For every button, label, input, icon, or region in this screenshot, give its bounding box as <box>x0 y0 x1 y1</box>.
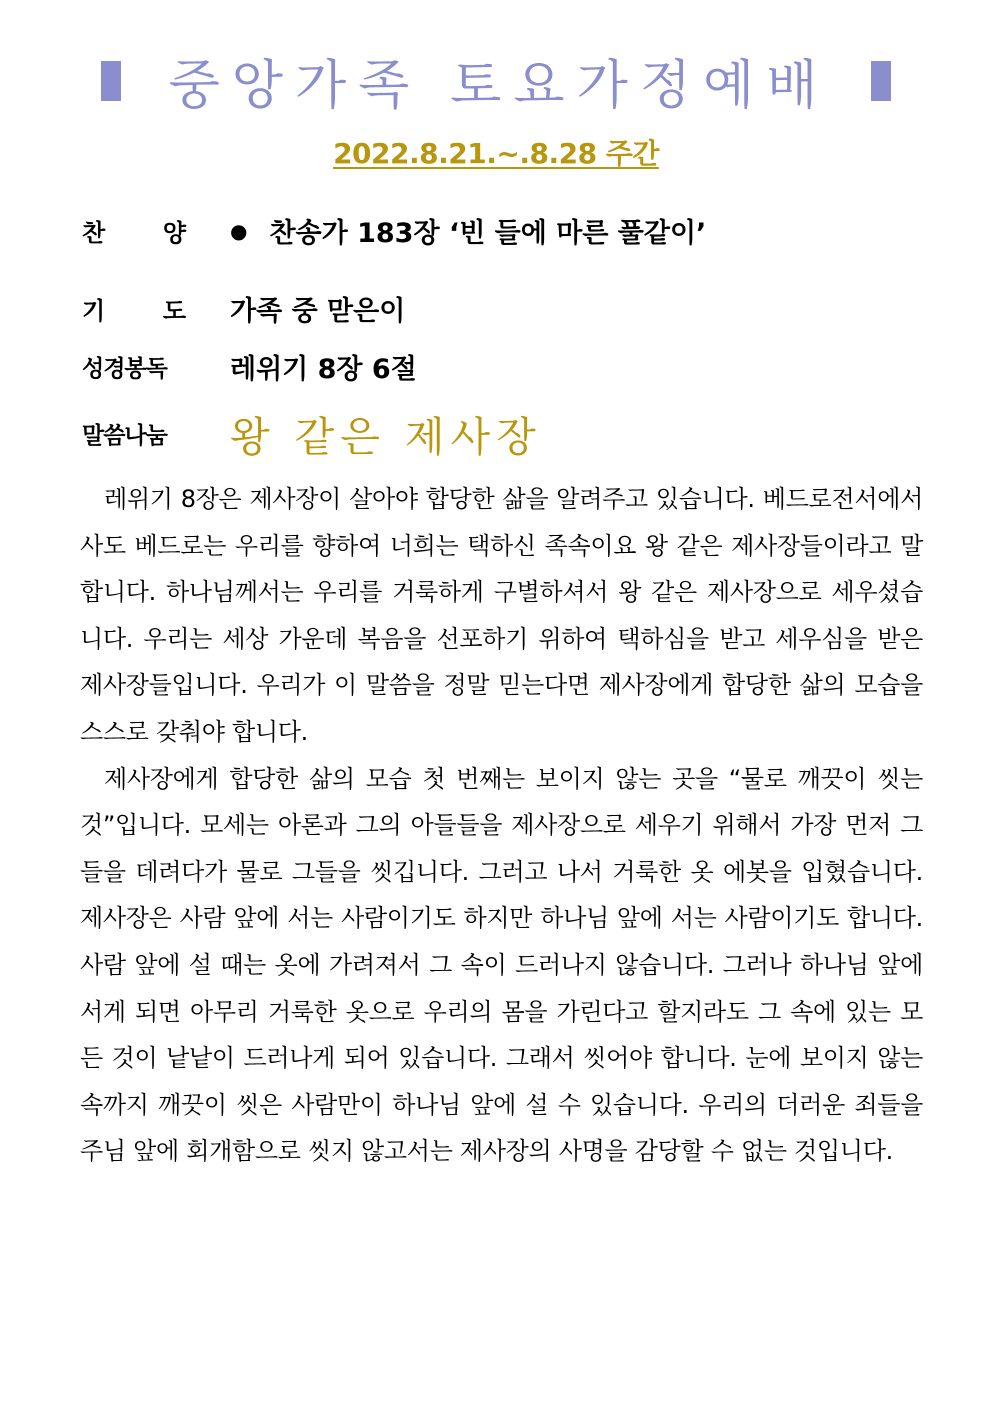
right-bar-decoration <box>871 61 891 101</box>
reading-row <box>82 347 417 386</box>
sermon-row <box>82 404 542 463</box>
prayer-label: 기 도 <box>82 297 186 325</box>
left-bar-decoration <box>101 61 121 101</box>
paragraph-1: 레위기 8장은 제사장이 살아야 합당한 삶을 알려주고 있습니다. 베드로전서에서 사도 베드로는 우리를 향하여 너희는 택하신 족속이요 왕 같은 제사장들이라고 말합니다. 하나님께서는 우리를 거룩하게 구별하셔서 왕 같은 제사장으로 세우셨습니다. 우리는 세상 가운데 복음을 선포하기 위하여 택하심을 받고 세우심을 받은 제사장들입니다. 우리가 이 말씀을 정말 믿는다면 제사장에게 합당한 삶의 모습을 스스로 갖춰야 합니다. <box>80 485 923 746</box>
reading-value: 레위기 8장 6절 <box>230 354 417 385</box>
sermon-title: 왕 같은 제사장 <box>230 413 542 461</box>
prayer-row <box>82 289 405 328</box>
hymn-label: 찬 양 <box>82 219 186 247</box>
reading-label: 성경봉독 <box>82 356 167 382</box>
sermon-body <box>80 476 923 1175</box>
prayer-value: 가족 중 맏은이 <box>230 296 406 327</box>
title-row <box>0 44 992 118</box>
hymn-row <box>82 211 706 250</box>
bullet-icon: ● <box>230 218 248 243</box>
page-title: 중앙가족 토요가정예배 <box>168 55 830 116</box>
sermon-label: 말씀나눔 <box>82 423 167 449</box>
hymn-value: 찬송가 183장 ‘빈 들에 마른 풀같이’ <box>269 218 707 249</box>
paragraph-2: 제사장에게 합당한 삶의 모습 첫 번째는 보이지 않는 곳을 “물로 깨끗이 씻는 것”입니다. 모세는 아론과 그의 아들들을 제사장으로 세우기 위해서 가장 먼저 그들을 데려다가 물로 그들을 씻깁니다. 그러고 나서 거룩한 옷 에봇을 입혔습니다. 제사장은 사람 앞에 서는 사람이기도 하지만 하나님 앞에 서는 사람이기도 합니다. 사람 앞에 설 때는 옷에 가려져서 그 속이 드러나지 않습니다. 그러나 하나님 앞에 서게 되면 아무리 거룩한 옷으로 우리의 몸을 가린다고 할지라도 그 속에 있는 모든 것이 낱낱이 드러나게 되어 있습니다. 그래서 씻어야 합니다. 눈에 보이지 않는 속까지 깨끗이 씻은 사람만이 하나님 앞에 설 수 있습니다. 우리의 더러운 죄들을 주님 앞에 회개함으로 씻지 않고서는 제사장의 사명을 감당할 수 없는 것입니다. <box>80 764 923 1166</box>
week-date: 2022.8.21.~.8.28 주간 <box>333 137 659 170</box>
